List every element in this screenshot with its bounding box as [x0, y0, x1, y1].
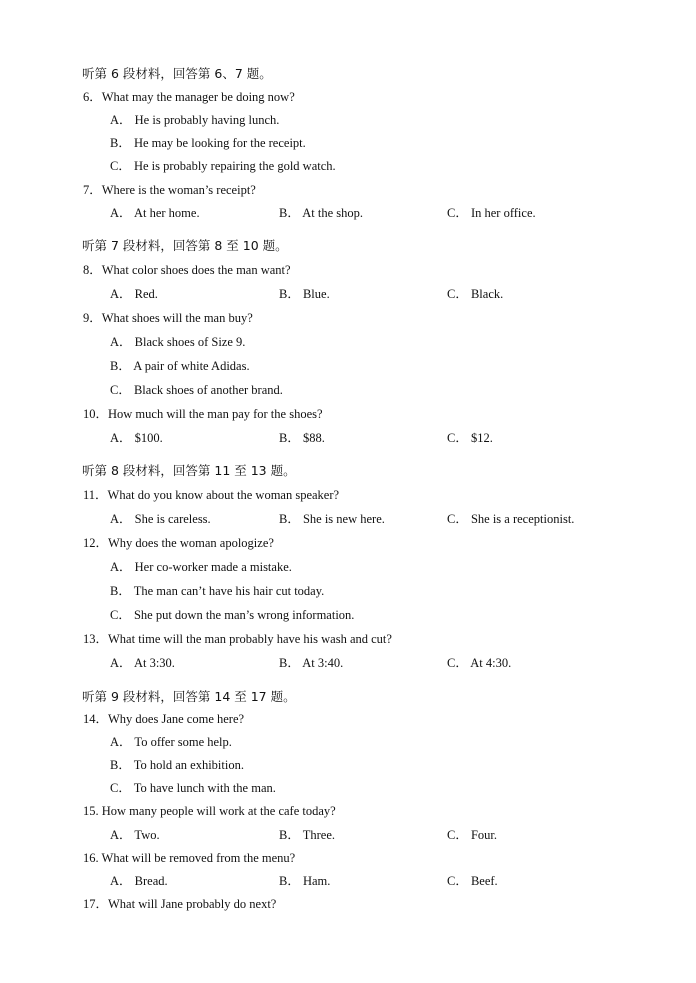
section-header: 听第 7 段材料，回答第 8 至 10 题。	[82, 238, 288, 253]
question-6: 6．What may the manager be doing now?	[83, 90, 295, 104]
section-header: 听第 9 段材料，回答第 14 至 17 题。	[82, 689, 296, 704]
question-15: 15. How many people will work at the cafe today?	[83, 804, 336, 818]
q8-option-b: B． Blue.	[279, 287, 330, 301]
question-8: 8．What color shoes does the man want?	[83, 263, 291, 277]
q8-option-c: C． Black.	[447, 287, 504, 301]
q8-option-a: A． Red.	[110, 287, 158, 301]
q11-option-b: B． She is new here.	[279, 512, 385, 526]
q10-option-c: C． $12.	[447, 431, 493, 445]
q16-option-a: A． Bread.	[110, 874, 168, 888]
question-10: 10．How much will the man pay for the shoes?	[83, 407, 323, 421]
q12-option-a: A． Her co-worker made a mistake.	[110, 560, 292, 574]
question-12: 12．Why does the woman apologize?	[83, 536, 274, 550]
q15-option-c: C． Four.	[447, 828, 498, 842]
question-13: 13．What time will the man probably have his wash and cut?	[83, 632, 392, 646]
q16-option-b: B． Ham.	[279, 874, 331, 888]
q7-option-b: B． At the shop.	[279, 206, 364, 220]
q9-option-a: A． Black shoes of Size 9.	[110, 335, 246, 349]
question-11: 11．What do you know about the woman speaker?	[83, 488, 340, 502]
question-9: 9．What shoes will the man buy?	[83, 311, 253, 325]
q15-option-a: A． Two.	[110, 828, 160, 842]
q15-option-b: B． Three.	[279, 828, 336, 842]
q12-option-b: B． The man can’t have his hair cut today.	[110, 584, 325, 598]
q6-option-b: B． He may be looking for the receipt.	[110, 136, 306, 150]
q14-option-b: B． To hold an exhibition.	[110, 758, 244, 772]
question-17: 17．What will Jane probably do next?	[83, 897, 277, 911]
q13-option-b: B． At 3:40.	[279, 656, 344, 670]
q10-option-b: B． $88.	[279, 431, 325, 445]
q13-option-c: C． At 4:30.	[447, 656, 512, 670]
q16-option-c: C． Beef.	[447, 874, 498, 888]
question-16: 16. What will be removed from the menu?	[83, 851, 296, 865]
q13-option-a: A． At 3:30.	[110, 656, 175, 670]
q9-option-c: C． Black shoes of another brand.	[110, 383, 283, 397]
q11-option-a: A． She is careless.	[110, 512, 211, 526]
q10-option-a: A． $100.	[110, 431, 163, 445]
q6-option-a: A． He is probably having lunch.	[110, 113, 280, 127]
q9-option-b: B． A pair of white Adidas.	[110, 359, 250, 373]
section-header: 听第 8 段材料，回答第 11 至 13 题。	[82, 463, 296, 478]
section-header: 听第 6 段材料，回答第 6、7 题。	[82, 66, 272, 81]
q7-option-c: C． In her office.	[447, 206, 536, 220]
question-7: 7．Where is the woman’s receipt?	[83, 183, 256, 197]
q7-option-a: A． At her home.	[110, 206, 200, 220]
q12-option-c: C． She put down the man’s wrong information.	[110, 608, 355, 622]
question-14: 14．Why does Jane come here?	[83, 712, 245, 726]
q14-option-c: C． To have lunch with the man.	[110, 781, 276, 795]
q6-option-c: C． He is probably repairing the gold watch.	[110, 159, 336, 173]
q11-option-c: C． She is a receptionist.	[447, 512, 575, 526]
q14-option-a: A． To offer some help.	[110, 735, 232, 749]
